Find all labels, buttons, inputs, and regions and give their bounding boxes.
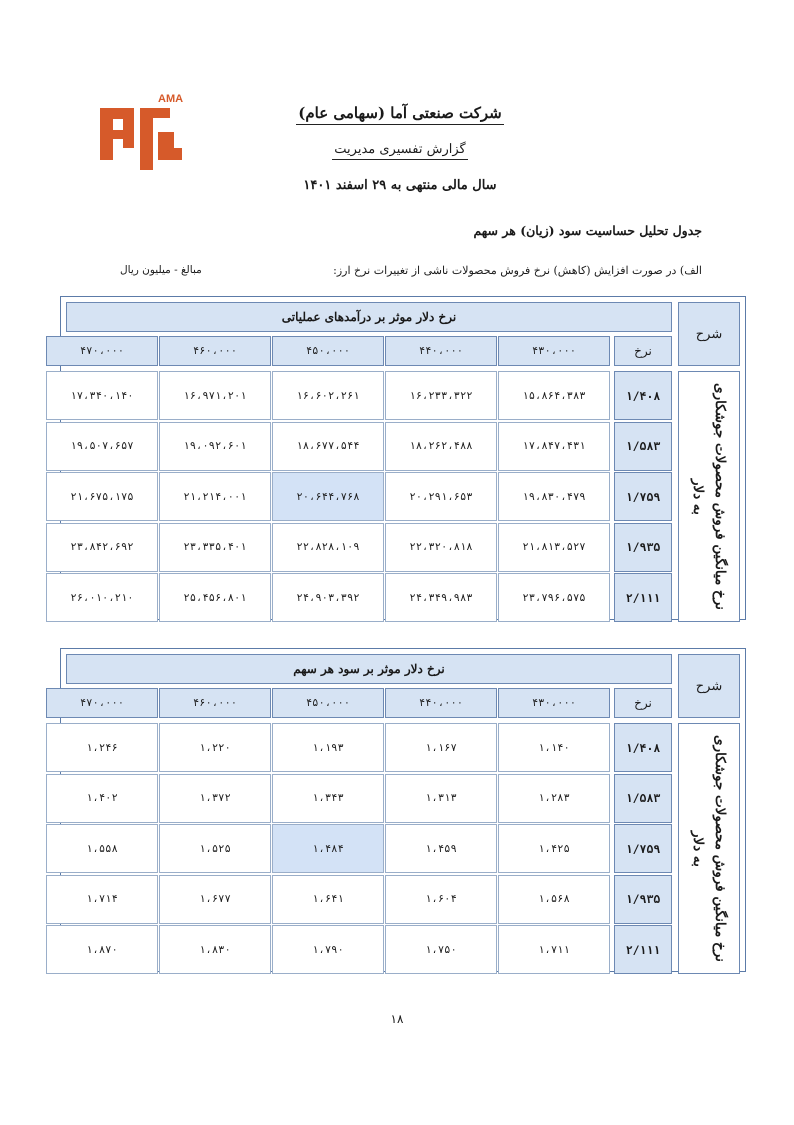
value-cell: ۲۴،۳۴۹،۹۸۳ <box>385 573 497 622</box>
value-cell: ۱۸،۶۷۷،۵۴۴ <box>272 422 384 471</box>
value-cell: ۲۰،۶۴۴،۷۶۸ <box>272 472 384 521</box>
value-cell: ۱،۱۶۷ <box>385 723 497 772</box>
description-header: شرح <box>678 302 740 366</box>
rate-cell: ۱/۴۰۸ <box>614 723 672 772</box>
column-header: ۴۷۰،۰۰۰ <box>46 688 158 718</box>
value-cell: ۲۵،۴۵۶،۸۰۱ <box>159 573 271 622</box>
row-group-label-text: نرخ میانگین فروش محصولات جوشکاری به دلار <box>690 735 728 962</box>
column-header: ۴۵۰،۰۰۰ <box>272 336 384 366</box>
row-group-label-text: نرخ میانگین فروش محصولات جوشکاری به دلار <box>690 383 728 610</box>
row-group-label <box>678 371 740 622</box>
value-cell: ۲۱،۲۱۴،۰۰۱ <box>159 472 271 521</box>
value-cell: ۱۹،۸۳۰،۴۷۹ <box>498 472 610 521</box>
column-header: ۴۵۰،۰۰۰ <box>272 688 384 718</box>
column-header: ۴۴۰،۰۰۰ <box>385 688 497 718</box>
value-cell: ۱،۲۴۶ <box>46 723 158 772</box>
value-cell: ۱۹،۵۰۷،۶۵۷ <box>46 422 158 471</box>
rate-cell: ۱/۷۵۹ <box>614 472 672 521</box>
column-header: ۴۷۰،۰۰۰ <box>46 336 158 366</box>
value-cell: ۲۱،۸۱۳،۵۲۷ <box>498 523 610 572</box>
value-cell: ۱،۱۹۳ <box>272 723 384 772</box>
value-cell: ۱،۸۷۰ <box>46 925 158 974</box>
value-cell: ۱،۷۱۴ <box>46 875 158 924</box>
value-cell: ۲۳،۷۹۶،۵۷۵ <box>498 573 610 622</box>
value-cell: ۱،۷۵۰ <box>385 925 497 974</box>
description-header: شرح <box>678 654 740 718</box>
value-cell: ۱،۳۴۳ <box>272 774 384 823</box>
value-cell: ۱،۶۰۴ <box>385 875 497 924</box>
rate-column-header: نرخ <box>614 688 672 718</box>
value-cell: ۱،۲۸۳ <box>498 774 610 823</box>
logo-text: AMA <box>158 93 184 105</box>
rate-cell: ۱/۹۳۵ <box>614 875 672 924</box>
rate-column-header: نرخ <box>614 336 672 366</box>
row-group-label <box>678 723 740 974</box>
value-cell: ۱،۵۶۸ <box>498 875 610 924</box>
value-cell: ۱،۵۲۵ <box>159 824 271 873</box>
value-cell: ۱۹،۰۹۲،۶۰۱ <box>159 422 271 471</box>
value-cell: ۱،۴۸۴ <box>272 824 384 873</box>
rate-cell: ۱/۵۸۳ <box>614 422 672 471</box>
value-cell: ۱۶،۲۳۳،۳۲۲ <box>385 371 497 420</box>
column-header: ۴۳۰،۰۰۰ <box>498 336 610 366</box>
rate-cell: ۱/۹۳۵ <box>614 523 672 572</box>
value-cell: ۱،۷۹۰ <box>272 925 384 974</box>
page-number: ۱۸ <box>390 1012 404 1026</box>
revenue-sensitivity-table <box>60 296 746 620</box>
section-title: جدول تحلیل حساسیت سود (زیان) هر سهم <box>473 223 702 238</box>
value-cell: ۱۶،۶۰۲،۲۶۱ <box>272 371 384 420</box>
rate-cell: ۲/۱۱۱ <box>614 573 672 622</box>
value-cell: ۱،۴۲۵ <box>498 824 610 873</box>
company-name: شرکت صنعتی آما (سهامی عام) <box>250 104 550 122</box>
value-cell: ۱،۲۲۰ <box>159 723 271 772</box>
value-cell: ۱۷،۳۴۰،۱۴۰ <box>46 371 158 420</box>
value-cell: ۲۱،۶۷۵،۱۷۵ <box>46 472 158 521</box>
value-cell: ۲۶،۰۱۰،۲۱۰ <box>46 573 158 622</box>
value-cell: ۱،۶۷۷ <box>159 875 271 924</box>
value-cell: ۱،۷۱۱ <box>498 925 610 974</box>
value-cell: ۲۴،۹۰۳،۳۹۲ <box>272 573 384 622</box>
value-cell: ۱،۴۰۲ <box>46 774 158 823</box>
value-cell: ۱،۴۵۹ <box>385 824 497 873</box>
rate-cell: ۱/۴۰۸ <box>614 371 672 420</box>
rate-cell: ۲/۱۱۱ <box>614 925 672 974</box>
value-cell: ۱،۵۵۸ <box>46 824 158 873</box>
column-header: ۴۳۰،۰۰۰ <box>498 688 610 718</box>
value-cell: ۲۲،۳۲۰،۸۱۸ <box>385 523 497 572</box>
sub-title: الف) در صورت افزایش (کاهش) نرخ فروش محصولات ناشی از تغییرات نرخ ارز: <box>333 264 702 277</box>
rate-cell: ۱/۷۵۹ <box>614 824 672 873</box>
value-cell: ۱،۸۳۰ <box>159 925 271 974</box>
value-cell: ۱۸،۲۶۲،۴۸۸ <box>385 422 497 471</box>
value-cell: ۲۳،۸۴۲،۶۹۲ <box>46 523 158 572</box>
column-header: ۴۶۰،۰۰۰ <box>159 688 271 718</box>
table-title: نرخ دلار موثر بر درآمدهای عملیاتی <box>66 302 672 332</box>
fiscal-year: سال مالی منتهی به ۲۹ اسفند ۱۴۰۱ <box>303 178 497 193</box>
value-cell: ۱،۳۱۳ <box>385 774 497 823</box>
value-cell: ۱،۳۷۲ <box>159 774 271 823</box>
value-cell: ۱،۱۴۰ <box>498 723 610 772</box>
rate-cell: ۱/۵۸۳ <box>614 774 672 823</box>
value-cell: ۲۲،۸۲۸،۱۰۹ <box>272 523 384 572</box>
table-title: نرخ دلار موثر بر سود هر سهم <box>66 654 672 684</box>
company-logo <box>94 88 190 172</box>
value-cell: ۲۰،۲۹۱،۶۵۳ <box>385 472 497 521</box>
column-header: ۴۴۰،۰۰۰ <box>385 336 497 366</box>
value-cell: ۱۷،۸۴۷،۴۳۱ <box>498 422 610 471</box>
value-cell: ۱۶،۹۷۱،۲۰۱ <box>159 371 271 420</box>
value-cell: ۱،۶۴۱ <box>272 875 384 924</box>
value-cell: ۲۳،۳۳۵،۴۰۱ <box>159 523 271 572</box>
column-header: ۴۶۰،۰۰۰ <box>159 336 271 366</box>
eps-sensitivity-table <box>60 648 746 972</box>
value-cell: ۱۵،۸۶۴،۳۸۳ <box>498 371 610 420</box>
unit-note: مبالغ - میلیون ریال <box>120 264 202 276</box>
report-title: گزارش تفسیری مدیریت <box>250 142 550 157</box>
